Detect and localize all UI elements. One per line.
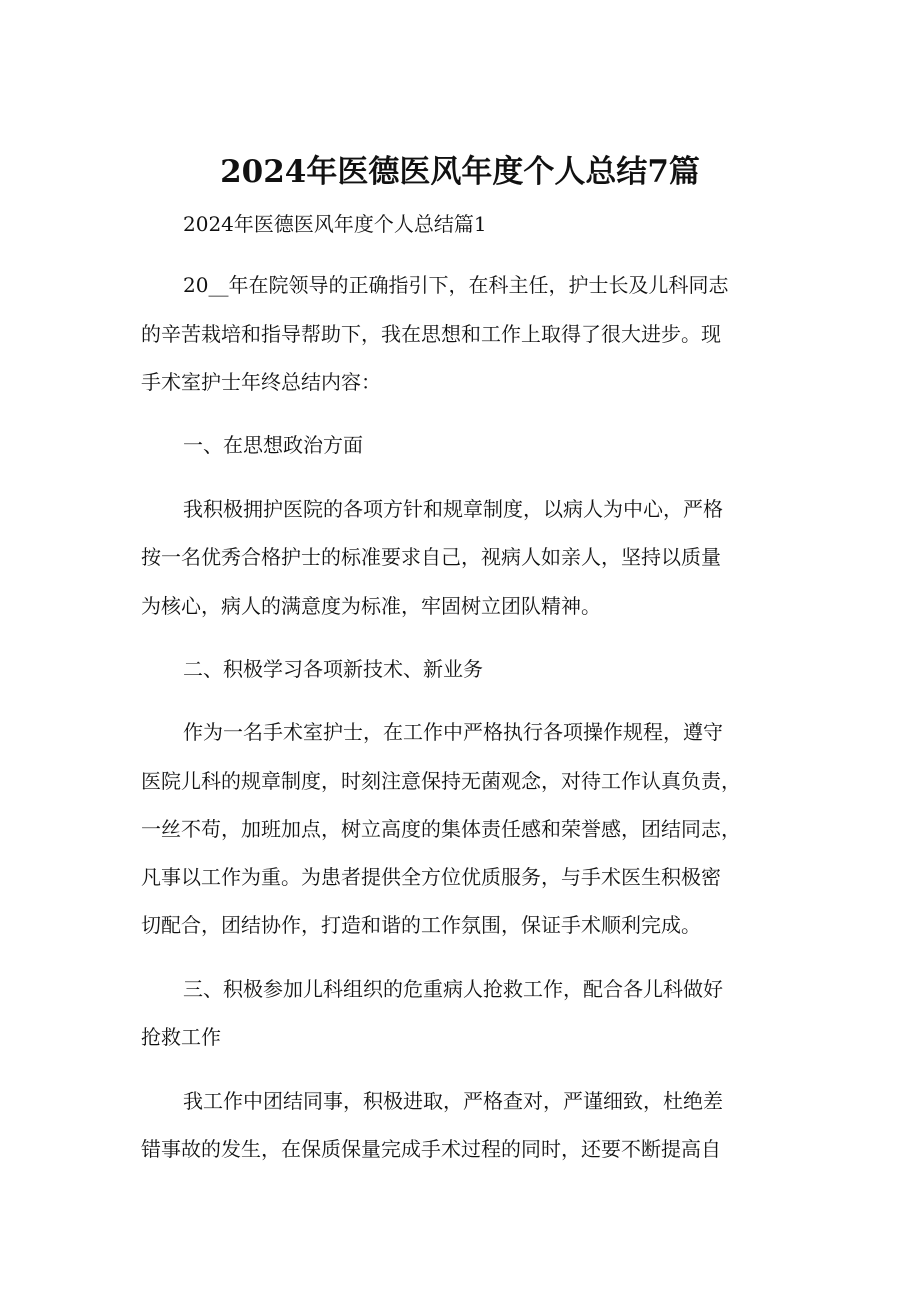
section-heading-2: 二、积极学习各项新技术、新业务	[183, 657, 483, 681]
section-heading-3-line-2: 抢救工作	[141, 1025, 221, 1049]
paragraph-2-line-3: 为核心，病人的满意度为标准，牢固树立团队精神。	[141, 594, 601, 618]
paragraph-1-line-1: 20__年在院领导的正确指引下，在科主任，护士长及儿科同志	[183, 273, 729, 297]
paragraph-1-line-2: 的辛苦栽培和指导帮助下，我在思想和工作上取得了很大进步。现	[141, 322, 721, 346]
paragraph-4-line-1: 我工作中团结同事，积极进取，严格查对，严谨细致，杜绝差	[183, 1089, 723, 1113]
paragraph-1-line-3: 手术室护士年终总结内容：	[141, 370, 381, 394]
paragraph-3-line-5: 切配合，团结协作，打造和谐的工作氛围，保证手术顺利完成。	[141, 913, 701, 937]
paragraph-3-line-4: 凡事以工作为重。为患者提供全方位优质服务，与手术医生积极密	[141, 865, 721, 889]
paragraph-3-line-3: 一丝不苟，加班加点，树立高度的集体责任感和荣誉感，团结同志，	[141, 817, 741, 841]
section-heading-3-line-1: 三、积极参加儿科组织的危重病人抢救工作，配合各儿科做好	[183, 977, 723, 1001]
paragraph-3-line-1: 作为一名手术室护士，在工作中严格执行各项操作规程，遵守	[183, 720, 723, 744]
paragraph-2-line-2: 按一名优秀合格护士的标准要求自己，视病人如亲人，坚持以质量	[141, 545, 721, 569]
section-heading-1: 一、在思想政治方面	[183, 433, 363, 457]
paragraph-2-line-1: 我积极拥护医院的各项方针和规章制度，以病人为中心，严格	[183, 497, 723, 521]
document-title: 2024年医德医风年度个人总结7篇	[220, 154, 700, 190]
paragraph-4-line-2: 错事故的发生，在保质保量完成手术过程的同时，还要不断提高自	[141, 1137, 721, 1161]
paragraph-3-line-2: 医院儿科的规章制度，时刻注意保持无菌观念，对待工作认真负责，	[141, 769, 741, 793]
document-subtitle: 2024年医德医风年度个人总结篇1	[183, 212, 487, 236]
